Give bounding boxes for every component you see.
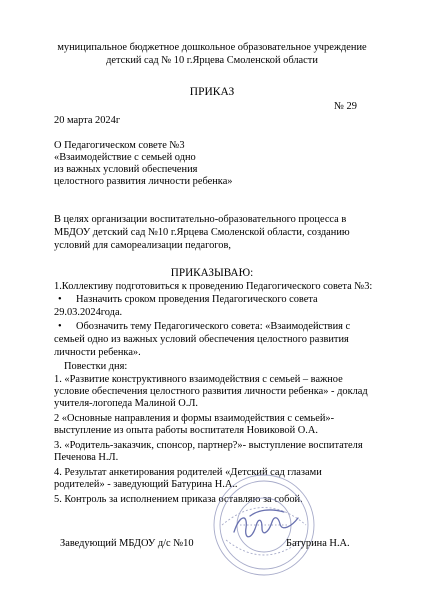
subject-line-1: О Педагогическом совете №3 bbox=[54, 140, 185, 151]
org-name-line-1: муниципальное бюджетное дошкольное образовательное учреждение bbox=[57, 42, 367, 53]
bullet-marker: • bbox=[58, 321, 62, 332]
subject-line-3: из важных условий обеспечения bbox=[54, 164, 198, 175]
stamp-seal-icon bbox=[200, 470, 328, 580]
signatory-name: Батурина Н.А. bbox=[286, 538, 350, 549]
signatory-position: Заведующий МБДОУ д/с №10 bbox=[60, 538, 194, 549]
agenda-item-4-line-2: родителей» - заведующий Батурина Н.А.. bbox=[54, 479, 238, 490]
order-heading: ПРИКАЗЫВАЮ: bbox=[170, 267, 254, 279]
agenda-item-3-line-1: 3. «Родитель-заказчик, спонсор, партнер?»- выступление воспитателя bbox=[54, 440, 363, 451]
agenda-item-2-line-2: выступление из опыта работы воспитателя Новиковой О.А. bbox=[54, 425, 318, 436]
agenda-item-1-line-2: условие обеспечения целостного развития личности ребенка» - доклад bbox=[54, 386, 368, 397]
agenda-heading: Повестки дня: bbox=[64, 361, 128, 372]
bullet-2-line-2: семьей одно из важных условий обеспечения целостного развития bbox=[54, 334, 349, 345]
agenda-item-4-line-1: 4. Результат анкетирования родителей «Детский сад глазами bbox=[54, 467, 322, 478]
document-number: № 29 bbox=[334, 101, 357, 112]
bullet-1-line-2: 29.03.2024года. bbox=[54, 307, 123, 318]
bullet-2-line-3: личности ребенка». bbox=[54, 347, 141, 358]
agenda-item-1-line-3: учителя-логопеда Малиной О.Л. bbox=[54, 398, 199, 409]
preamble-line-2: МБДОУ детский сад №10 г.Ярцева Смоленской области, созданию bbox=[54, 227, 350, 238]
agenda-item-1-line-1: 1. «Развитие конструктивного взаимодействия с семьей – важное bbox=[54, 374, 343, 385]
bullet-1-line-1: Назначить сроком проведения Педагогического совета bbox=[76, 294, 318, 305]
preamble-line-3: условий для самореализации педагогов, bbox=[54, 240, 231, 251]
order-item-1: 1.Коллективу подготовиться к проведению Педагогического совета №3: bbox=[54, 281, 373, 292]
bullet-marker: • bbox=[58, 294, 62, 305]
document-title: ПРИКАЗ bbox=[189, 86, 235, 98]
subject-line-2: «Взаимодействие с семьей одно bbox=[54, 152, 196, 163]
agenda-item-2-line-1: 2 «Основные направления и формы взаимодействия с семьей»- bbox=[54, 413, 335, 424]
preamble-line-1: В целях организации воспитательно-образовательного процесса в bbox=[54, 214, 347, 225]
subject-line-4: целостного развития личности ребенка» bbox=[54, 176, 233, 187]
document-date: 20 марта 2024г bbox=[54, 115, 121, 126]
agenda-item-3-line-2: Печенова Н.Л. bbox=[54, 452, 119, 463]
org-name-line-2: детский сад № 10 г.Ярцева Смоленской области bbox=[106, 55, 318, 66]
bullet-2-line-1: Обозначить тему Педагогического совета: «Взаимодействия с bbox=[76, 321, 351, 332]
agenda-item-5: 5. Контроль за исполнением приказа оставляю за собой. bbox=[54, 494, 303, 505]
